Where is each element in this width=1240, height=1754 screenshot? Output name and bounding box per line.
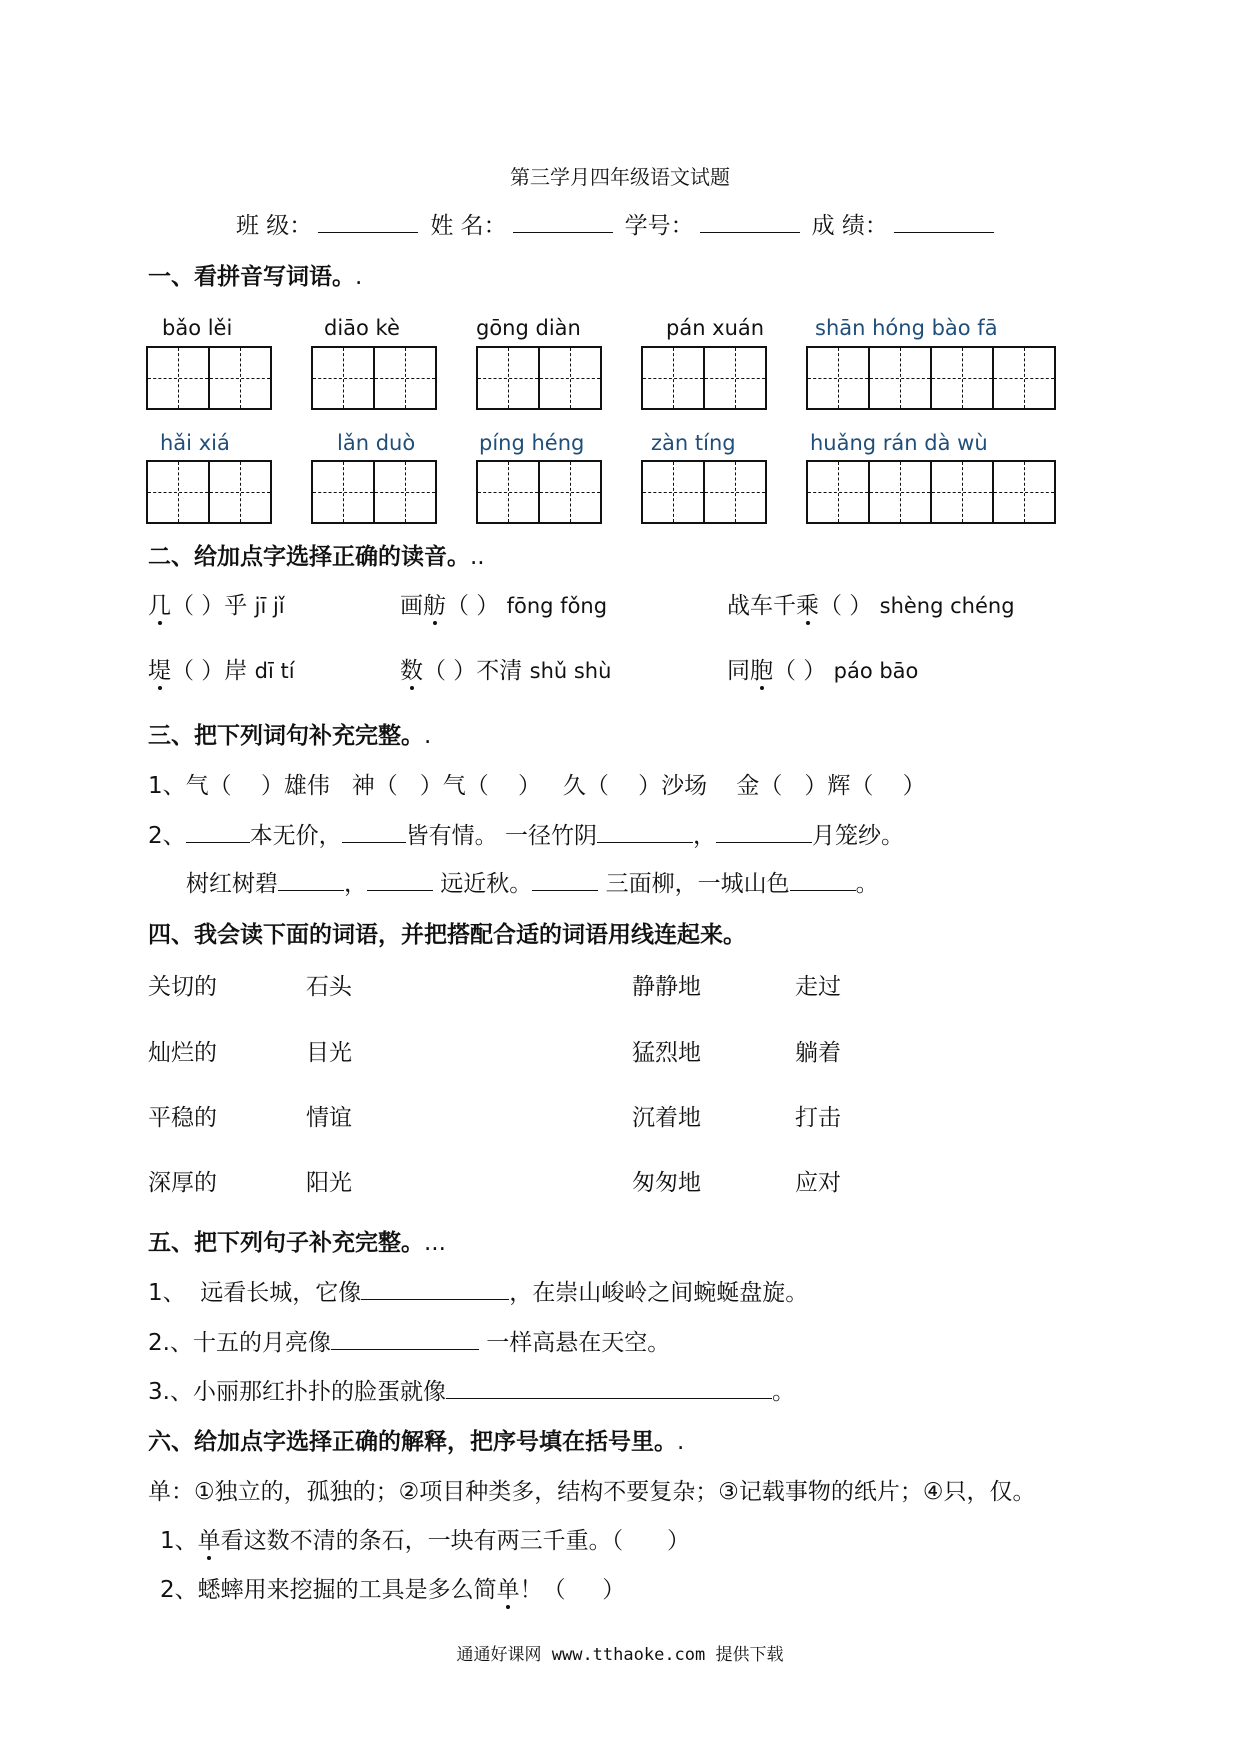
section-2-heading: 二、给加点字选择正确的读音。.. (148, 544, 485, 570)
writing-grid[interactable] (311, 346, 437, 410)
section-1-heading: 一、看拼音写词语。. (148, 264, 363, 290)
name-label: 姓 名： (430, 213, 507, 239)
section-5-heading: 五、把下列句子补充完整。... (148, 1230, 446, 1256)
reading-item: 堤（ ）岸 dī tí (148, 658, 295, 684)
sentence-line: 1、 远看长城，它像 ，在崇山峻岭之间蜿蜒盘旋。 (148, 1280, 809, 1306)
section-3-heading: 三、把下列词句补充完整。. (148, 723, 432, 749)
match-word[interactable]: 情谊 (306, 1105, 352, 1131)
writing-grid[interactable] (146, 460, 272, 524)
pinyin-label: huǎng rán dà wù (810, 431, 988, 455)
match-word[interactable]: 应对 (795, 1170, 841, 1196)
reading-item: 同胞（ ） páo bāo (727, 658, 919, 684)
match-word[interactable]: 打击 (795, 1105, 841, 1131)
match-word[interactable]: 石头 (306, 974, 352, 1000)
score-label: 成 绩： (811, 213, 888, 239)
class-label: 班 级： (236, 213, 313, 239)
reading-item: 几（ ）乎 jī jǐ (148, 593, 285, 619)
section-4-heading: 四、我会读下面的词语，并把搭配合适的词语用线连起来。 (148, 922, 746, 948)
footer-text: 通通好课网 www.tthaoke.com 提供下载 (456, 1645, 784, 1665)
reading-item: 数（ ）不清 shǔ shù (400, 658, 612, 684)
definition-line: 单：①独立的，孤独的；②项目种类多，结构不要复杂；③记载事物的纸片；④只，仅。 (148, 1479, 1036, 1505)
match-word[interactable]: 平稳的 (148, 1105, 217, 1131)
pinyin-label: hǎi xiá (160, 431, 230, 455)
score-blank (894, 212, 994, 233)
pinyin-label: zàn tíng (651, 431, 736, 455)
match-word[interactable]: 匆匆地 (632, 1170, 701, 1196)
pinyin-label: diāo kè (324, 316, 400, 340)
pinyin-label: píng héng (479, 431, 585, 455)
pinyin-label: lǎn duò (337, 431, 416, 455)
student-info-row (236, 207, 1006, 240)
match-word[interactable]: 沉着地 (632, 1105, 701, 1131)
idiom-line: 1、气（ ）雄伟 神（ ）气（ ） 久（ ）沙场 金（ ）辉（ ） (148, 773, 926, 799)
writing-grid[interactable] (476, 346, 602, 410)
sentence-line: 3.、小丽那红扑扑的脸蛋就像 。 (148, 1379, 795, 1405)
question-line: 2、蟋蟀用来挖掘的工具是多么简单！（ ） (160, 1577, 626, 1603)
student-id-blank (700, 212, 800, 233)
match-word[interactable]: 躺着 (795, 1040, 841, 1066)
class-blank (318, 212, 418, 233)
writing-grid[interactable] (806, 346, 1056, 410)
reading-item: 画舫（ ） fōng fǒng (400, 593, 608, 619)
section-6-heading: 六、给加点字选择正确的解释，把序号填在括号里。. (148, 1429, 685, 1455)
match-word[interactable]: 深厚的 (148, 1170, 217, 1196)
pinyin-label: pán xuán (666, 316, 765, 340)
name-blank (513, 212, 613, 233)
writing-grid[interactable] (641, 346, 767, 410)
match-word[interactable]: 猛烈地 (632, 1040, 701, 1066)
poem-line: 2、 本无价， 皆有情。 一径竹阴 ， 月笼纱。 (148, 823, 904, 849)
writing-grid[interactable] (146, 346, 272, 410)
reading-item: 战车千乘（ ） shèng chéng (727, 593, 1015, 619)
writing-grid[interactable] (806, 460, 1056, 524)
writing-grid[interactable] (641, 460, 767, 524)
writing-grid[interactable] (476, 460, 602, 524)
match-word[interactable]: 走过 (795, 974, 841, 1000)
match-word[interactable]: 目光 (306, 1040, 352, 1066)
match-word[interactable]: 关切的 (148, 974, 217, 1000)
poem-line: 树红树碧 ， 远近秋。 三面柳，一城山色 。 (186, 871, 879, 897)
writing-grid[interactable] (311, 460, 437, 524)
student-id-label: 学号： (624, 213, 694, 239)
pinyin-label: shān hóng bào fā (815, 316, 998, 340)
sentence-line: 2.、十五的月亮像 一样高悬在天空。 (148, 1330, 671, 1356)
page-title: 第三学月四年级语文试题 (510, 165, 730, 189)
match-word[interactable]: 阳光 (306, 1170, 352, 1196)
pinyin-label: gōng diàn (476, 316, 581, 340)
match-word[interactable]: 静静地 (632, 974, 701, 1000)
question-line: 1、单看这数不清的条石，一块有两三千重。（ ） (160, 1528, 691, 1554)
match-word[interactable]: 灿烂的 (148, 1040, 217, 1066)
pinyin-label: bǎo lěi (162, 316, 233, 340)
